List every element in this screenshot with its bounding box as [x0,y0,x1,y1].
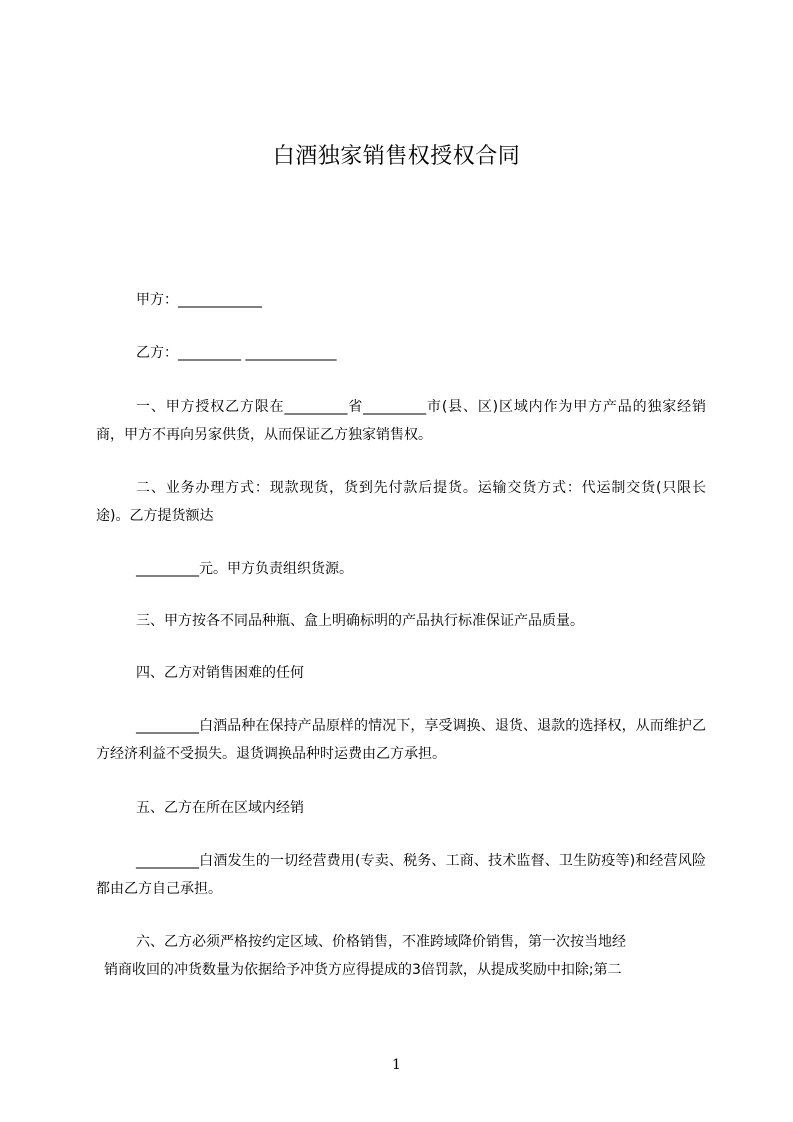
clause-6-line-2: 销商收回的冲货数量为依据给予冲货方应得提成的3倍罚款，从提成奖励中扣除;第二 [104,962,622,978]
clause-5: 五、乙方在所在区域内经销 [136,800,304,816]
party-a-line: 甲方：____________ [136,292,262,308]
party-b-line: 乙方：_________ _____________ [136,345,337,361]
clause-6-line-1: 六、乙方必须严格按约定区域、价格销售，不准跨域降价销售，第一次按当地经 [136,934,626,950]
page-number: 1 [392,1057,401,1073]
clause-4: 四、乙方对销售困难的任何 [136,665,304,681]
clause-2: 二、业务办理方式：现款现货，货到先付款后提货。运输交货方式：代运制交货(只限长途)。乙方提货额达 [96,480,706,524]
document-title: 白酒独家销售权授权合同 [272,144,521,169]
clause-4-continuation: _________白酒品种在保持产品原样的情况下，享受调换、退货、退款的选择权，从而维护乙方经济利益不受损失。退货调换品种时运费由乙方承担。 [96,718,706,762]
clause-5-continuation: _________白酒发生的一切经营费用(专卖、税务、工商、技术监督、卫生防疫等)和经营风险都由乙方自己承担。 [96,853,706,897]
clause-3: 三、甲方按各不同品种瓶、盒上明确标明的产品执行标准保证产品质量。 [136,613,584,629]
clause-2-continuation: _________元。甲方负责组织货源。 [136,561,353,577]
clause-1: 一、甲方授权乙方限在_________省_________市(县、区)区域内作为甲方产品的独家经销商，甲方不再向另家供货，从而保证乙方独家销售权。 [96,399,706,443]
